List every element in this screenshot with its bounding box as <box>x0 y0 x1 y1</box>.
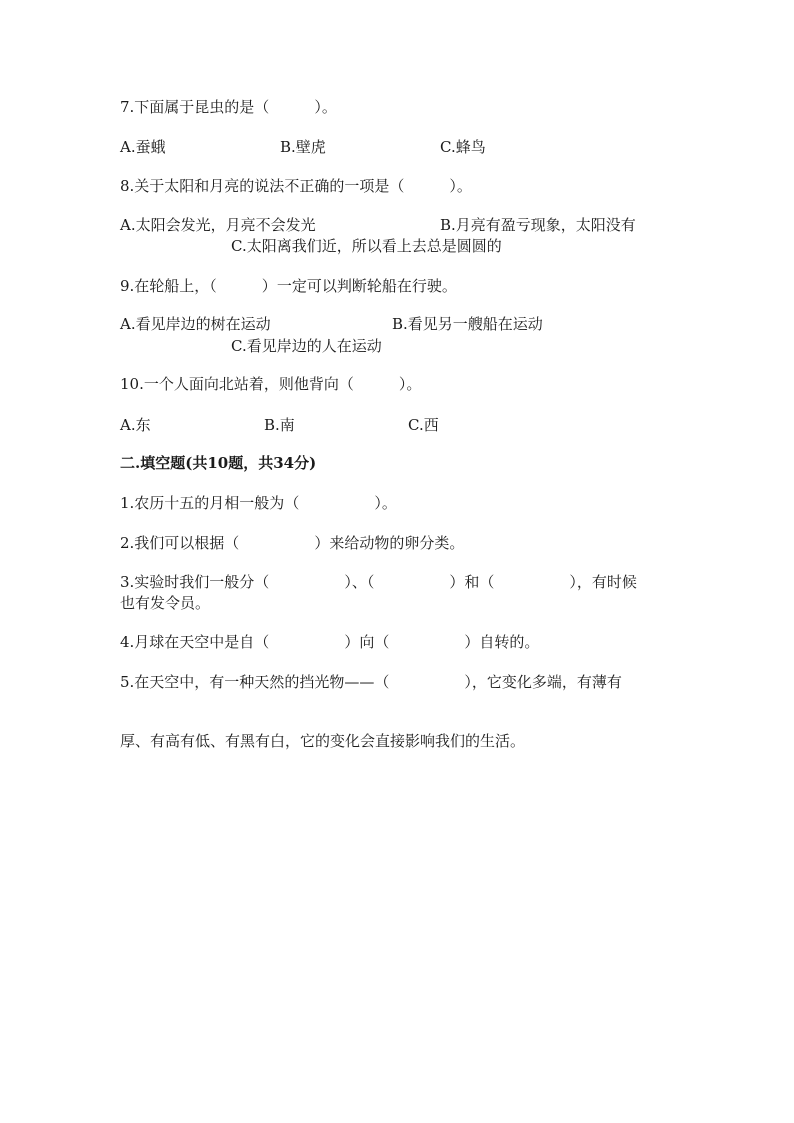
question-9-option-b: B.看见另一艘船在运动 <box>392 315 543 333</box>
question-7-stem: 7.下面属于昆虫的是（ ）。 <box>120 98 337 116</box>
question-7-option-c: C.蜂鸟 <box>440 138 486 156</box>
fill-item-4: 4.月球在天空中是自（ ）向（ ）自转的。 <box>120 633 540 651</box>
question-9-option-a: A.看见岸边的树在运动 <box>120 315 271 333</box>
fill-item-2: 2.我们可以根据（ ）来给动物的卵分类。 <box>120 534 465 552</box>
fill-item-5-continuation: 厚、有高有低、有黑有白，它的变化会直接影响我们的生活。 <box>120 732 526 750</box>
question-7-option-a: A.蚕蛾 <box>120 138 166 156</box>
question-8-option-b: B.月亮有盈亏现象，太阳没有 <box>440 216 636 234</box>
fill-item-1: 1.农历十五的月相一般为（ ）。 <box>120 494 397 512</box>
question-10-stem: 10.一个人面向北站着，则他背向（ ）。 <box>120 375 422 393</box>
question-10-option-a: A.东 <box>120 416 151 434</box>
question-8-option-c: C.太阳离我们近，所以看上去总是圆圆的 <box>231 237 502 255</box>
fill-item-3-continuation: 也有发令员。 <box>120 594 211 612</box>
fill-item-5: 5.在天空中，有一种天然的挡光物——（ ），它变化多端，有薄有 <box>120 673 622 691</box>
question-9-option-c: C.看见岸边的人在运动 <box>231 337 382 355</box>
question-8-stem: 8.关于太阳和月亮的说法不正确的一项是（ ）。 <box>120 177 472 195</box>
question-10-option-c: C.西 <box>408 416 439 434</box>
question-8-option-a: A.太阳会发光，月亮不会发光 <box>120 216 316 234</box>
question-10-option-b: B.南 <box>264 416 295 434</box>
question-7-option-b: B.壁虎 <box>280 138 326 156</box>
question-9-stem: 9.在轮船上，（ ）一定可以判断轮船在行驶。 <box>120 277 457 295</box>
fill-item-3: 3.实验时我们一般分（ ）、（ ）和（ ），有时候 <box>120 573 637 591</box>
section-2-title: 二.填空题(共10题，共34分) <box>120 454 317 472</box>
